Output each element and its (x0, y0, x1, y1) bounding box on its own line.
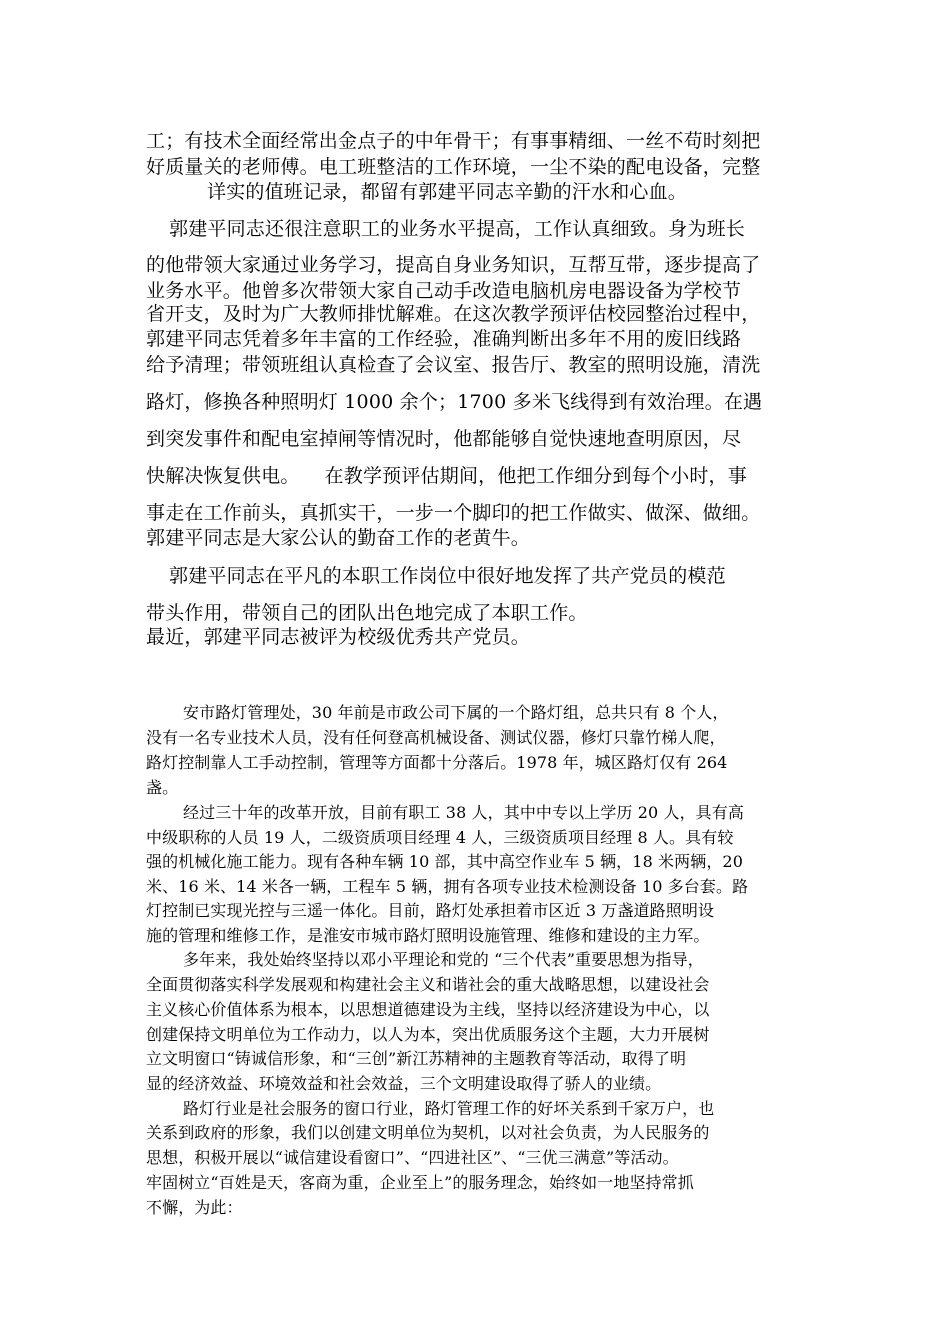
paragraph-line: 关系到政府的形象，我们以创建文明单位为契机，以对社会负责，为人民服务的 (146, 1123, 710, 1142)
paragraph-line: 郭建平同志凭着多年丰富的工作经验，准确判断出多年不用的废旧线路 (146, 328, 742, 350)
paragraph-line: 路灯，修换各种照明灯 1000 余个；1700 多米飞线得到有效治理。在遇 (146, 391, 763, 413)
paragraph-line: 没有一名专业技术人员，没有任何登高机械设备、测试仪器，修灯只靠竹梯人爬， (146, 728, 726, 747)
paragraph-line: 到突发事件和配电室掉闸等情况时，他都能够自觉快速地查明原因，尽 (146, 428, 742, 450)
paragraph-line: 安市路灯管理处，30 年前是市政公司下属的一个路灯组，总共只有 8 个人， (183, 703, 729, 722)
paragraph-line: 思想，积极开展以“诚信建设看窗口”、“四进社区”、“三优三满意”等活动。 (146, 1148, 679, 1167)
paragraph-line: 事走在工作前头，真抓实干，一步一个脚印的把工作做实、做深、做细。 (146, 502, 761, 524)
paragraph-line: 详实的值班记录，都留有郭建平同志辛勤的汗水和心血。 (207, 181, 688, 203)
paragraph-line: 省开支，及时为广大教师排忧解难。在这次教学预评估校园整治过程中， (146, 303, 761, 325)
paragraph-line: 郭建平同志在平凡的本职工作岗位中很好地发挥了共产党员的模范 (169, 565, 726, 587)
paragraph-line: 不懈，为此： (146, 1198, 243, 1217)
paragraph-line: 郭建平同志是大家公认的勤奋工作的老黄牛。 (146, 527, 531, 549)
paragraph-line: 显的经济效益、环境效益和社会效益，三个文明建设取得了骄人的业绩。 (146, 1074, 662, 1093)
paragraph-line: 创建保持文明单位为工作动力，以人为本，突出优质服务这个主题，大力开展树 (146, 1025, 710, 1044)
paragraph-line: 工；有技术全面经常出金点子的中年骨干；有事事精细、一丝不苟时刻把 (146, 130, 761, 152)
paragraph-line: 强的机械化施工能力。现有各种车辆 10 部，其中高空作业车 5 辆，18 米两辆，20 (146, 852, 743, 871)
paragraph-line: 中级职称的人员 19 人，二级资质项目经理 4 人，三级资质项目经理 8 人。具有较 (146, 828, 734, 847)
paragraph-line: 牢固树立“百姓是天，客商为重，企业至上”的服务理念，始终如一地坚持常抓 (146, 1173, 694, 1192)
paragraph-line: 全面贯彻落实科学发展观和构建社会主义和谐社会的重大战略思想，以建设社会 (146, 975, 710, 994)
paragraph-line: 的他带领大家通过业务学习，提高自身业务知识，互帮互带，逐步提高了 (146, 254, 761, 276)
paragraph-line: 路灯行业是社会服务的窗口行业，路灯管理工作的好坏关系到千家万户，也 (183, 1099, 715, 1118)
paragraph-line: 给予清理；带领班组认真检查了会议室、报告厅、教室的照明设施，清洗 (146, 354, 761, 376)
paragraph-line: 郭建平同志还很注意职工的业务水平提高，工作认真细致。身为班长 (169, 218, 746, 240)
paragraph-line: 立文明窗口“铸诚信形象，和“三创”新江苏精神的主题教育等活动，取得了明 (146, 1049, 687, 1068)
paragraph-line: 路灯控制靠人工手动控制，管理等方面都十分落后。1978 年，城区路灯仅有 264 (146, 753, 728, 772)
paragraph-line: 业务水平。他曾多次带领大家自己动手改造电脑机房电器设备为学校节 (146, 280, 742, 302)
paragraph-line: 带头作用，带领自己的团队出色地完成了本职工作。 (146, 602, 588, 624)
paragraph-line: 多年来，我处始终坚持以邓小平理论和党的 “三个代表”重要思想为指导， (183, 950, 704, 969)
paragraph-line: 米、16 米、14 米各一辆，工程车 5 辆，拥有各项专业技术检测设备 10 多台套。路 (146, 877, 749, 896)
paragraph-line: 施的管理和维修工作，是淮安市城市路灯照明设施管理、维修和建设的主力军。 (146, 926, 710, 945)
paragraph-line: 灯控制已实现光控与三遥一体化。目前，路灯处承担着市区近 3 万盏道路照明设 (146, 901, 715, 920)
paragraph-line: 主义核心价值体系为根本，以思想道德建设为主线，坚持以经济建设为中心，以 (146, 1000, 710, 1019)
paragraph-line: 经过三十年的改革开放，目前有职工 38 人，其中中专以上学历 20 人，具有高 (183, 803, 744, 822)
paragraph-line: 盏。 (146, 778, 179, 797)
paragraph-line: 好质量关的老师傅。电工班整洁的工作环境，一尘不染的配电设备，完整 (146, 156, 761, 178)
paragraph-line: 最近，郭建平同志被评为校级优秀共产党员。 (146, 626, 531, 648)
paragraph-line: 快解决恢复供电。 在教学预评估期间，他把工作细分到每个小时，事 (146, 465, 747, 487)
